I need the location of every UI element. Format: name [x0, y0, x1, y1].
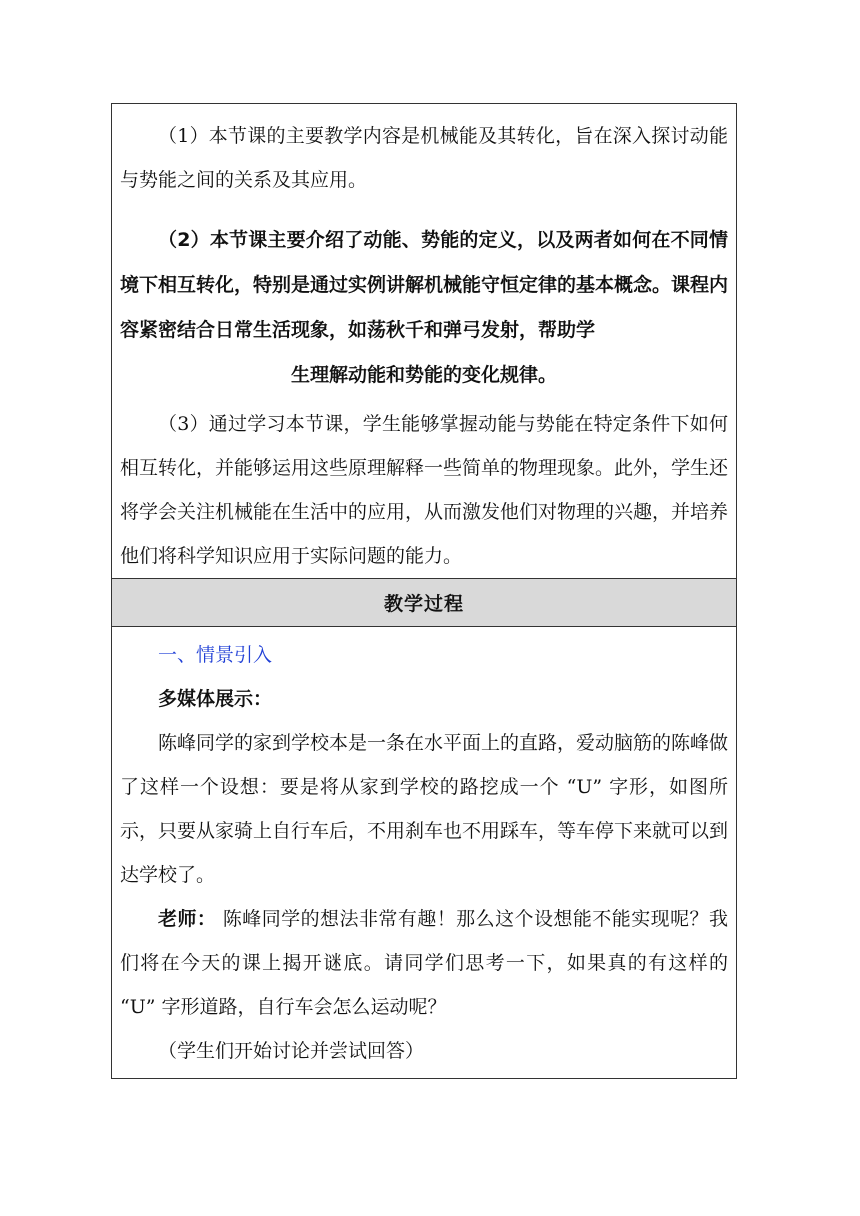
process-header-row [112, 579, 737, 627]
objective-item-3: （3）通过学习本节课，学生能够掌握动能与势能在特定条件下如何相互转化，并能够运用这些原理解释一些简单的物理现象。此外，学生还将学会关注机械能在生活中的应用，从而激发他们对物理的兴趣，并培养他们将科学知识应用于实际问题的能力。 [120, 413, 729, 567]
student-response: （学生们开始讨论并尝试回答） [158, 1040, 425, 1062]
process-cell [112, 627, 737, 1079]
objectives-row [112, 104, 737, 579]
lesson-plan-table [111, 103, 737, 1079]
teacher-text: 陈峰同学的想法非常有趣！那么这个设想能不能实现呢？我们将在今天的课上揭开谜底。请同学们思考一下，如果真的有这样的 “U” 字形道路，自行车会怎么运动呢？ [120, 908, 728, 1018]
teacher-label: 老师： [158, 908, 217, 930]
process-row [112, 627, 737, 1079]
teacher-paragraph [120, 897, 728, 1029]
story-paragraph: 陈峰同学的家到学校本是一条在水平面上的直路，爱动脑筋的陈峰做了这样一个设想：要是将从家到学校的路挖成一个 “U” 字形，如图所示，只要从家骑上自行车后，不用刹车也不用踩车，等车停下来就可以到达学校了。 [120, 732, 729, 886]
process-header: 教学过程 [112, 579, 737, 627]
multimedia-label: 多媒体展示： [158, 688, 273, 710]
objective-item-2-last-line: 生理解动能和势能的变化规律。 [290, 364, 557, 386]
objective-item-1: （1）本节课的主要教学内容是机械能及其转化，旨在深入探讨动能与势能之间的关系及其应用。 [120, 125, 728, 191]
section-title: 一、情景引入 [158, 644, 273, 666]
objectives-cell [112, 104, 737, 579]
objective-item-2 [120, 218, 728, 398]
objective-item-2-main: （2）本节课主要介绍了动能、势能的定义，以及两者如何在不同情境下相互转化，特别是通过实例讲解机械能守恒定律的基本概念。课程内容紧密结合日常生活现象，如荡秋千和弹弓发射，帮助学 [120, 229, 729, 341]
